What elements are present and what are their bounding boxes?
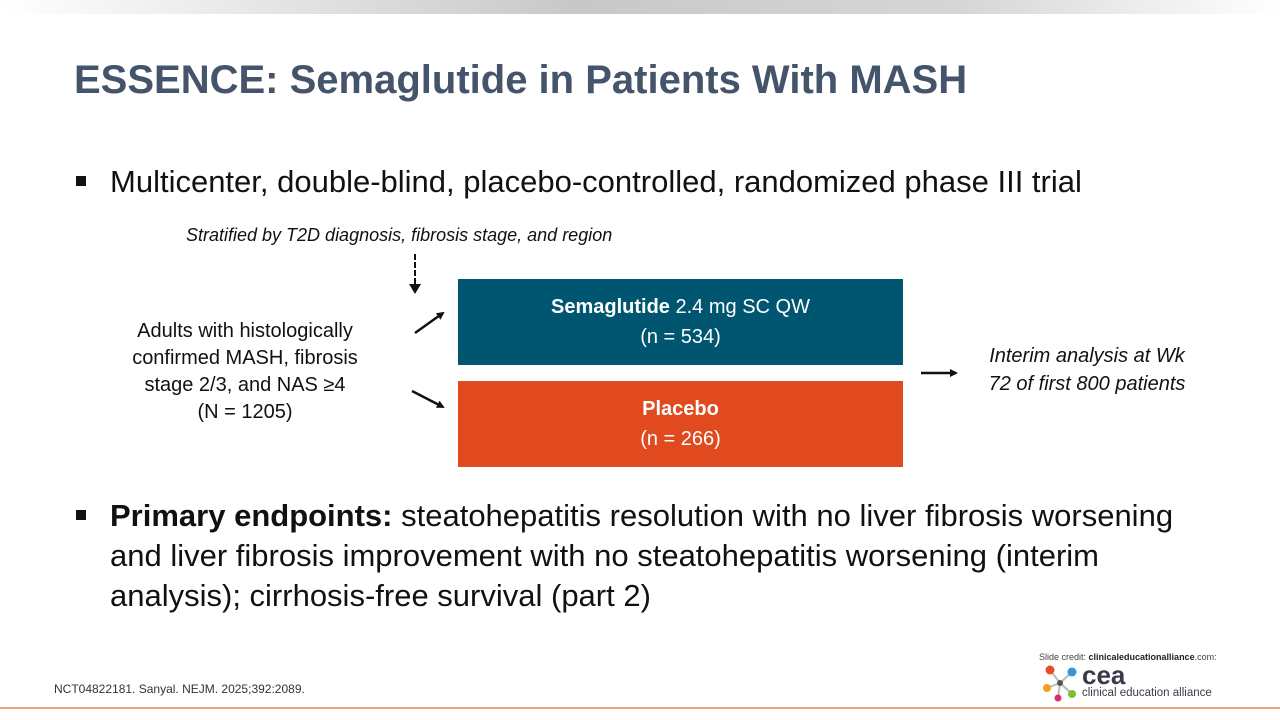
credit-site: clinicaleducationalliance (1088, 652, 1195, 662)
placebo-arm-box (458, 381, 903, 467)
semaglutide-arm-name: Semaglutide (551, 296, 670, 318)
cea-logo (1042, 660, 1232, 704)
population-line-3: stage 2/3, and NAS ≥4 (144, 374, 346, 396)
logo-wordmark: cea (1082, 660, 1126, 690)
semaglutide-arm-n: (n = 534) (640, 326, 721, 348)
placebo-arm-n: (n = 266) (640, 428, 721, 450)
bullet-trial-design (76, 162, 1246, 202)
placebo-arm-name: Placebo (642, 398, 719, 420)
top-gradient-bar (0, 0, 1280, 14)
credit-prefix: Slide credit: (1039, 652, 1089, 662)
bullet-text: Multicenter, double-blind, placebo-controlled, randomized phase III trial (110, 164, 1082, 199)
bullet-primary-endpoints (76, 496, 1226, 620)
arrow-to-placebo-icon (412, 391, 443, 407)
credit-suffix: .com: (1194, 652, 1217, 662)
bottom-accent-line (0, 707, 1280, 709)
population-line-1: Adults with histologically (137, 320, 353, 342)
interim-line-2: 72 of first 800 patients (988, 373, 1186, 395)
bullet-text (110, 496, 1190, 616)
semaglutide-arm-title (458, 292, 903, 322)
arrow-to-semaglutide-icon (415, 313, 443, 333)
slide-credit (1039, 652, 1217, 662)
population-line-4: (N = 1205) (197, 401, 293, 423)
logo-tagline: clinical education alliance (1082, 687, 1212, 699)
semaglutide-arm-box (458, 279, 903, 365)
semaglutide-arm-dose: 2.4 mg SC QW (669, 296, 810, 318)
dashed-arrow-line (414, 254, 416, 284)
slide-title: ESSENCE: Semaglutide in Patients With MASH (74, 58, 968, 102)
stratification-note: Stratified by T2D diagnosis, fibrosis stage, and region (186, 225, 613, 245)
reference-citation: NCT04822181. Sanyal. NEJM. 2025;392:2089. (54, 682, 305, 696)
cea-logo-mark-icon (1042, 664, 1078, 702)
dashed-arrow-head-icon (409, 284, 421, 294)
population-line-2: confirmed MASH, fibrosis (132, 347, 358, 369)
population-description (110, 318, 380, 426)
endpoints-label: Primary endpoints: (110, 498, 393, 533)
placebo-arm-title (458, 394, 903, 424)
bullet-square-icon (76, 510, 86, 520)
bullet-square-icon (76, 176, 86, 186)
interim-line-1: Interim analysis at Wk (989, 345, 1185, 367)
interim-analysis-note (962, 342, 1212, 398)
endpoints-text: steatohepatitis resolution with no liver fibrosis worsening and liver fibrosis improvement with no steatohepatitis worsening (interim analysis); cirrhosis-free survival (part 2) (110, 498, 1174, 613)
